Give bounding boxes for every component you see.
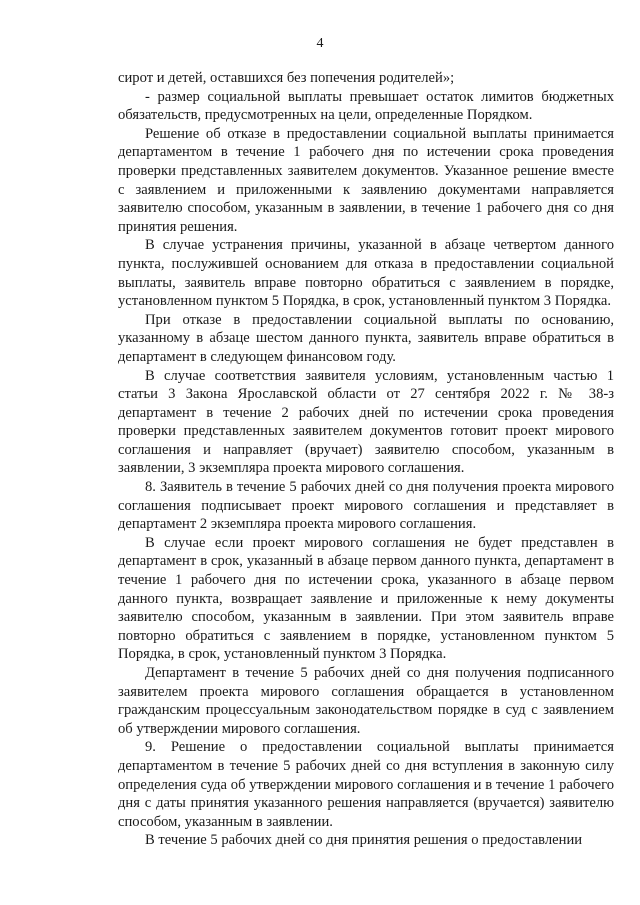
paragraph-refusal-decision: Решение об отказе в предоставлении социальной выплаты принимается департаментом в течение 1 рабочего дня по истечении срока проведения проверки представленных заявителем документов. Указанное решение вместе с заявлением и приложенными к заявлению документами направляется заявителю способом, указанным в заявлении, в течение 1 рабочего дня со дня принятия решения. <box>118 125 614 235</box>
paragraph-final: В течение 5 рабочих дней со дня принятия решения о предоставлении <box>145 832 583 849</box>
page-number: 4 <box>316 36 324 51</box>
document-body <box>118 69 614 850</box>
paragraph-budget-limit: - размер социальной выплаты превышает остаток лимитов бюджетных обязательств, предусмотренных на цели, определенные Порядком. <box>118 88 614 124</box>
paragraph-continuation: сирот и детей, оставшихся без попечения родителей»; <box>118 70 455 86</box>
paragraph-not-submitted: В случае если проект мирового соглашения не будет представлен в департамент в срок, указанный в абзаце первом данного пункта, департамент в течение 1 рабочего дня по истечении срока, указанного в абзаце первом данного пункта, возвращает заявление и приложенные к нему документы заявителю способом, указанным в заявлении. При этом заявитель вправе повторно обратиться с заявлением в порядке, установленном пунктом 5 Порядка, в срок, установленный пунктом 3 Порядка. <box>118 534 614 663</box>
paragraph-item-9: 9. Решение о предоставлении социальной выплаты принимается департаментом в течение 5 рабочих дней со дня вступления в законную силу определения суда об утверждении мирового соглашения и в течение 1 рабочего дня с даты принятия указанного решения направляется (вручается) заявителю способом, указанным в заявлении. <box>118 739 614 830</box>
paragraph-settlement-draft: В случае соответствия заявителя условиям, установленным частью 1 статьи 3 Закона Ярославской области от 27 сентября 2022 г. № 38-з департамент в течение 2 рабочих дней по истечении срока проведения проверки представленных заявителем документов готовит проект мирового соглашения и направляет (вручает) заявителю способом, указанным в заявлении, 3 экземпляра проекта мирового соглашения. <box>118 367 614 477</box>
paragraph-reapply: В случае устранения причины, указанной в абзаце четвертом данного пункта, послужившей основанием для отказа в предоставлении социальной выплаты, заявитель вправе повторно обратиться с заявлением в порядке, установленном пунктом 5 Порядка, в срок, установленный пунктом 3 Порядка. <box>118 237 614 310</box>
paragraph-court-application: Департамент в течение 5 рабочих дней со дня получения подписанного заявителем проекта мирового соглашения обращается в установленном гражданским процессуальным законодательством порядке в суд с заявлением об утверждении мирового соглашения. <box>118 665 614 737</box>
paragraph-item-8: 8. Заявитель в течение 5 рабочих дней со дня получения проекта мирового соглашения подписывает проект мирового соглашения и представляет в департамент 2 экземпляра проекта мирового соглашения. <box>118 479 614 533</box>
paragraph-next-year: При отказе в предоставлении социальной выплаты по основанию, указанному в абзаце шестом данного пункта, заявитель вправе обратиться в департамент в следующем финансовом году. <box>118 311 614 365</box>
